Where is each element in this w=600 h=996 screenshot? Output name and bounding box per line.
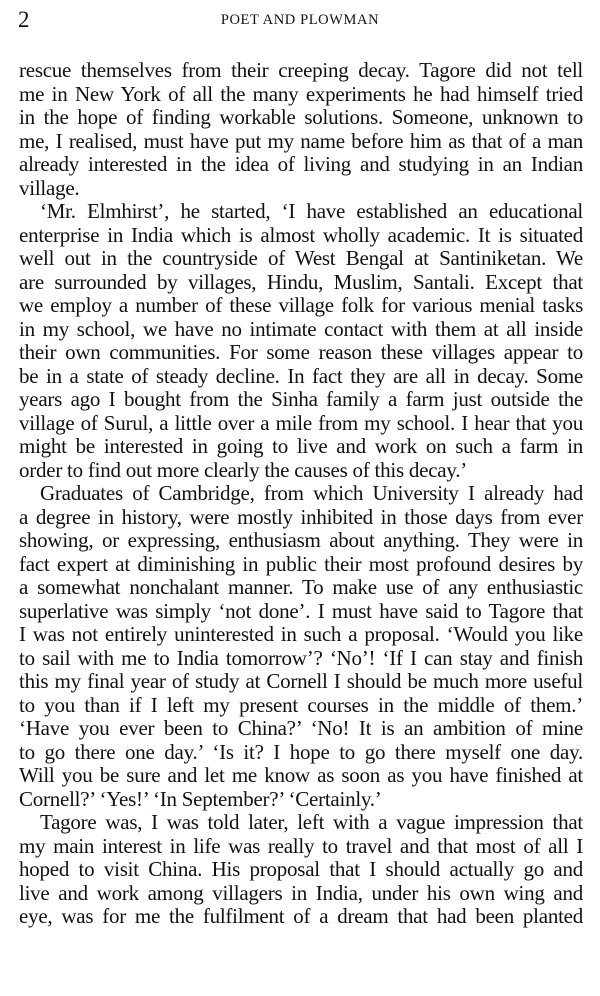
text-line: superlative was simply ‘not done’. I must have said to Tagore that [19, 598, 583, 623]
text-line: a somewhat nonchalant manner. To make use of any enthusiastic [19, 575, 583, 599]
text-line: in the hope of finding workable solutions. Someone, unknown to [19, 105, 583, 129]
text-line: showing, or expressing, enthusiasm about anything. They were in [19, 528, 583, 552]
paragraph-first-line: Graduates of Cambridge, from which University I already had [40, 481, 583, 505]
text-line: I was not entirely uninterested in such a proposal. ‘Would you like [19, 622, 583, 646]
page-number: 2 [18, 7, 30, 32]
body-text [19, 59, 583, 929]
text-line: Cornell?’ ‘Yes!’ ‘In September?’ ‘Certainly.’ [19, 786, 382, 811]
text-line: me in New York of all the many experiments he had himself tried [19, 81, 583, 106]
text-line: a degree in history, were mostly inhibited in those days from ever [19, 504, 583, 529]
text-line: village of Surul, a little over a mile from my school. I hear that you [19, 410, 583, 435]
text-line: order to find out more clearly the causes of this decay.’ [19, 457, 467, 482]
text-line: already interested in the idea of living and studying in an Indian [19, 152, 583, 176]
text-line: ‘Have you ever been to China?’ ‘No! It is an ambition of mine [19, 716, 583, 740]
text-line: their own communities. For some reason these villages appear to [19, 340, 583, 364]
text-line: might be interested in going to live and work on such a farm in [19, 434, 583, 458]
text-line: live and work among villagers in India, under his own wing and [19, 880, 583, 905]
text-line: to sail with me to India tomorrow’? ‘No’! ‘If I can stay and finish [19, 645, 583, 670]
text-line: hoped to visit China. His proposal that I should actually go and [19, 857, 583, 881]
paragraph-first-line: Tagore was, I was told later, left with a vague impression that [40, 810, 583, 834]
text-line: my main interest in life was really to travel and that most of all I [19, 833, 583, 858]
text-line: to you than if I left my present courses in the middle of them.’ [19, 692, 583, 717]
text-line: village. [19, 175, 80, 200]
text-line: be in a state of steady decline. In fact they are all in decay. Some [19, 363, 583, 388]
text-line: enterprise in India which is almost wholly academic. It is situated [19, 222, 583, 247]
text-line: eye, was for me the fulfilment of a dream that had been planted [19, 904, 583, 928]
text-line: rescue themselves from their creeping decay. Tagore did not tell [19, 58, 583, 82]
paragraph-first-line: ‘Mr. Elmhirst’, he started, ‘I have established an educational [40, 199, 583, 223]
text-line: to go there one day.’ ‘Is it? I hope to go there myself one day. [19, 739, 583, 764]
text-line: fact expert at diminishing in public their most profound desires by [19, 551, 583, 576]
text-line: me, I realised, must have put my name before him as that of a man [19, 128, 583, 153]
running-header-title: POET AND PLOWMAN [220, 12, 380, 28]
text-line: Will you be sure and let me know as soon as you have finished at [19, 763, 583, 787]
text-line: are surrounded by villages, Hindu, Muslim, Santali. Except that [19, 269, 583, 294]
text-line: years ago I bought from the Sinha family a farm just outside the [19, 387, 583, 411]
text-line: this my final year of study at Cornell I should be much more useful [19, 669, 583, 693]
text-line: we employ a number of these village folk for various menial tasks [19, 293, 583, 317]
text-line: well out in the countryside of West Bengal at Santiniketan. We [19, 246, 583, 270]
text-line: in my school, we have no intimate contact with them at all inside [19, 316, 583, 341]
